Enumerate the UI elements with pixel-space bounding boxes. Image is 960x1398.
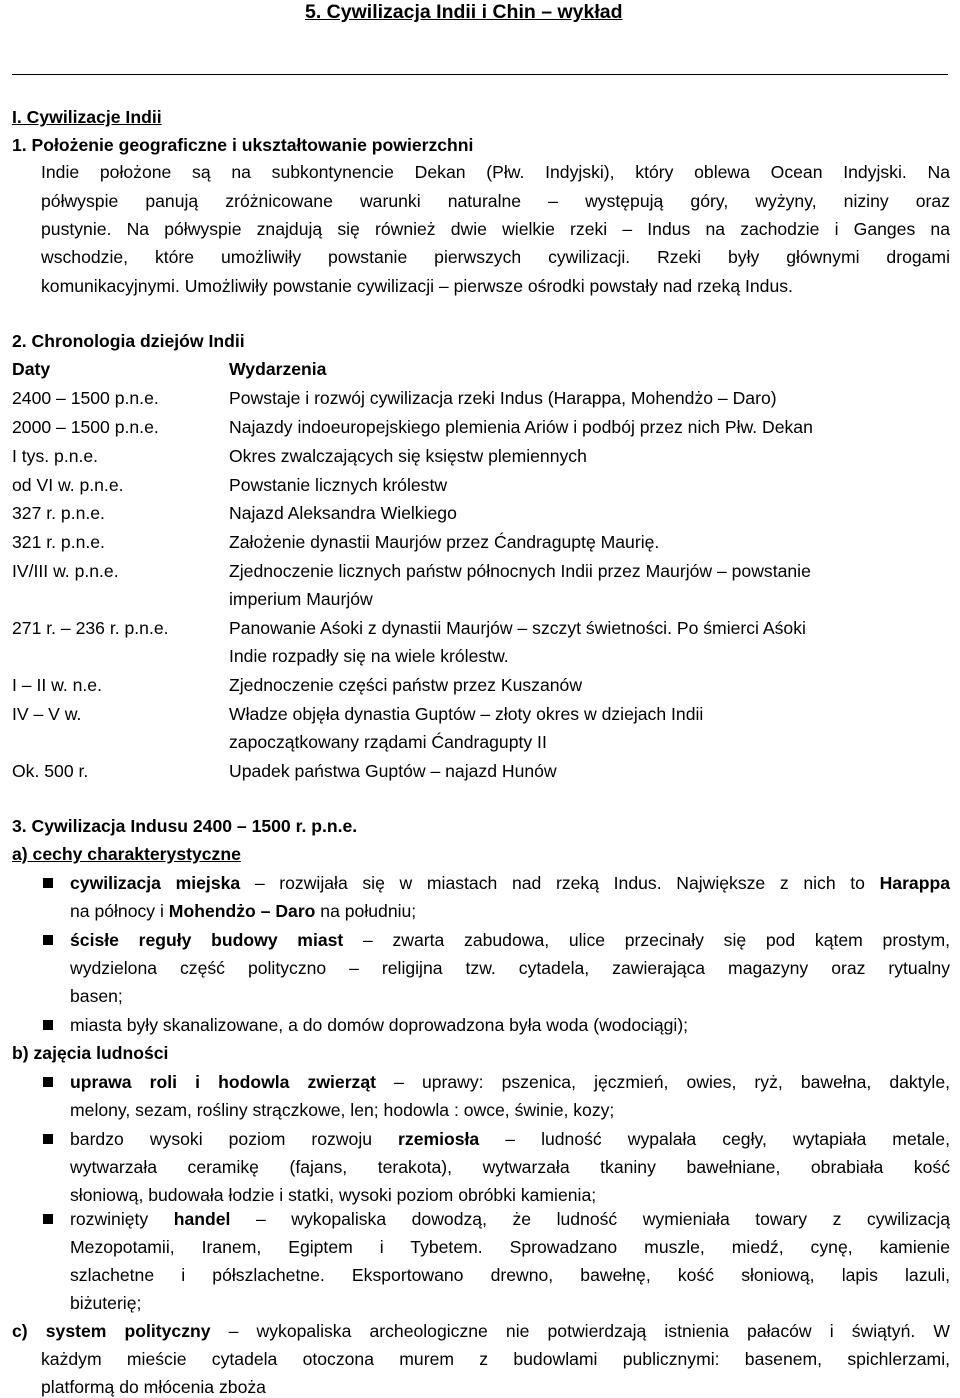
table-cell-event-cont: imperium Maurjów — [229, 589, 373, 609]
table-cell-event: Panowanie Aśoki z dynastii Maurjów – szczyt świetności. Po śmierci Aśoki — [229, 618, 806, 638]
table-cell-date: 271 r. – 236 r. p.n.e. — [12, 618, 169, 638]
bullet-icon — [43, 935, 53, 945]
table-cell-event: Założenie dynastii Maurjów przez Ćandraguptę Maurię. — [229, 532, 660, 552]
table-cell-date: I – II w. n.e. — [12, 675, 102, 695]
list-item-cont: biżuterię; — [70, 1293, 142, 1313]
list-item: uprawa roli i hodowla zwierząt – uprawy: pszenica, jęczmień, owies, ryż, bawełna, daktyle, — [70, 1072, 950, 1092]
bullet-icon — [43, 1020, 53, 1030]
table-header-events: Wydarzenia — [229, 359, 327, 379]
paragraph-line: półwyspie panują zróżnicowane warunki naturalne – występują góry, wyżyny, niziny oraz — [41, 191, 950, 211]
list-item: cywilizacja miejska – rozwijała się w miastach nad rzeką Indus. Największe z nich to Harappa — [70, 873, 950, 893]
list-item-cont: słoniową, budowała łodzie i statki, wysoki poziom obróbki kamienia; — [70, 1185, 597, 1205]
table-header-dates: Daty — [12, 359, 51, 379]
table-cell-event: Najazdy indoeuropejskiego plemienia Ariów i podbój przez nich Płw. Dekan — [229, 417, 813, 437]
bullet-icon — [43, 1077, 53, 1087]
table-cell-date: 2400 – 1500 p.n.e. — [12, 388, 159, 408]
list-item-cont: Mezopotamii, Iranem, Egiptem i Tybetem. Sprowadzano muszle, miedź, cynę, kamienie — [70, 1237, 950, 1257]
bullet-icon — [43, 1214, 53, 1224]
table-cell-date: IV – V w. — [12, 704, 82, 724]
list-item: bardzo wysoki poziom rozwoju rzemiosła – ludność wypalała cegły, wytapiała metale, — [70, 1129, 950, 1149]
paragraph-line: pustynie. Na półwyspie znajdują się również dwie wielkie rzeki – Indus na zachodzie i Ganges na — [41, 219, 950, 239]
list-heading: a) cechy charakterystyczne — [12, 844, 241, 864]
list-item-cont: basen; — [70, 986, 123, 1006]
table-cell-date: IV/III w. p.n.e. — [12, 561, 119, 581]
list-item-cont: melony, sezam, rośliny strączkowe, len; hodowla : owce, świnie, kozy; — [70, 1100, 615, 1120]
list-item-cont: na północy i Mohendżo – Daro na południu; — [70, 901, 417, 921]
table-cell-event: Władze objęła dynastia Guptów – złoty okres w dziejach Indii — [229, 704, 704, 724]
paragraph-line: Indie położone są na subkontynencie Dekan (Płw. Indyjski), który oblewa Ocean Indyjski. Na — [41, 162, 950, 182]
table-cell-event: Okres zwalczających się księstw plemiennych — [229, 446, 587, 466]
subsection-heading: 1. Położenie geograficzne i ukształtowanie powierzchni — [12, 135, 474, 155]
list-item: miasta były skanalizowane, a do domów doprowadzona była woda (wodociągi); — [70, 1015, 689, 1035]
table-cell-event-cont: Indie rozpadły się na wiele królestw. — [229, 646, 509, 666]
table-cell-date: 2000 – 1500 p.n.e. — [12, 417, 159, 437]
page-title: 5. Cywilizacja Indii i Chin – wykład — [305, 1, 623, 23]
paragraph-line: wschodzie, które umożliwiły powstanie pierwszych cywilizacji. Rzeki były głównymi drogami — [41, 247, 950, 267]
table-cell-date: Ok. 500 r. — [12, 761, 89, 781]
table-cell-event: Najazd Aleksandra Wielkiego — [229, 503, 457, 523]
subsection-heading: 3. Cywilizacja Indusu 2400 – 1500 r. p.n.e. — [12, 816, 358, 836]
paragraph-line: platformą do młócenia zboża — [41, 1377, 266, 1397]
list-item: ścisłe reguły budowy miast – zwarta zabudowa, ulice przecinały się pod kątem prostym, — [70, 930, 951, 950]
title-divider — [12, 74, 948, 75]
bullet-icon — [43, 1134, 53, 1144]
list-item: rozwinięty handel – wykopaliska dowodzą, że ludność wymieniała towary z cywilizacją — [70, 1209, 951, 1229]
bullet-icon — [43, 878, 53, 888]
table-cell-date: od VI w. p.n.e. — [12, 475, 124, 495]
table-cell-date: I tys. p.n.e. — [12, 446, 99, 466]
list-item-cont: szlachetne i półszlachetne. Eksportowano drewno, bawełnę, kość słoniową, lapis lazuli, — [70, 1265, 950, 1285]
table-cell-event-cont: zapoczątkowany rządami Ćandragupty II — [229, 732, 547, 752]
list-item-cont: wydzielona część polityczno – religijna tzw. cytadela, zawierająca magazyny oraz rytualny — [70, 958, 950, 978]
table-cell-event: Zjednoczenie części państw przez Kuszanów — [229, 675, 583, 695]
section-heading: I. Cywilizacje Indii — [12, 107, 162, 127]
table-cell-event: Powstanie licznych królestw — [229, 475, 448, 495]
table-cell-event: Powstaje i rozwój cywilizacja rzeki Indus (Harappa, Mohendżo – Daro) — [229, 388, 777, 408]
table-cell-event: Upadek państwa Guptów – najazd Hunów — [229, 761, 557, 781]
table-cell-date: 327 r. p.n.e. — [12, 503, 105, 523]
paragraph-line: komunikacyjnymi. Umożliwiły powstanie cywilizacji – pierwsze ośrodki powstały nad rzeką Indus. — [41, 276, 793, 296]
list-item-cont: wytwarzała ceramikę (fajans, terakota), wytwarzała tkaniny bawełniane, obrabiała kość — [70, 1157, 950, 1177]
paragraph-line: c) system polityczny – wykopaliska archeologiczne nie potwierdzają istnienia pałaców i świątyń. W — [12, 1321, 950, 1341]
paragraph-line: każdym mieście cytadela otoczona murem z budowlami publicznymi: basenem, spichlerzami, — [41, 1349, 950, 1369]
table-cell-event: Zjednoczenie licznych państw północnych Indii przez Maurjów – powstanie — [229, 561, 811, 581]
table-cell-date: 321 r. p.n.e. — [12, 532, 105, 552]
list-heading: b) zajęcia ludności — [12, 1043, 169, 1063]
subsection-heading: 2. Chronologia dziejów Indii — [12, 331, 245, 351]
